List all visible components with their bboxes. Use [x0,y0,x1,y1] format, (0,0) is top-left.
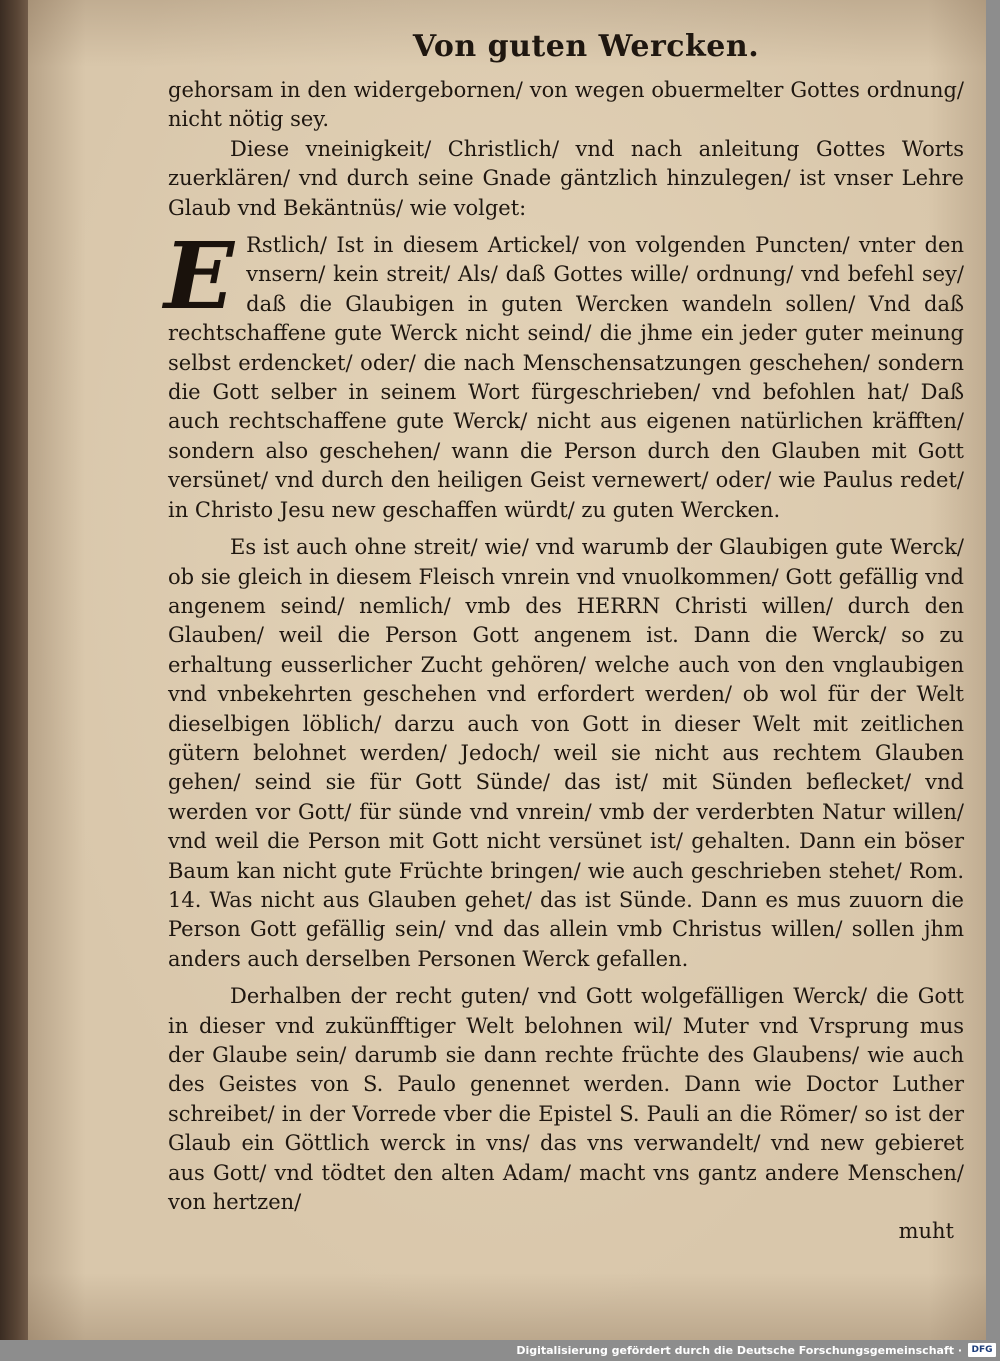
footer-bar [0,1340,1000,1361]
paragraph-second-article: Es ist auch ohne streit/ wie/ vnd warumb der Glaubigen gute Werck/ ob sie gleich in diesem Fleisch vnrein vnd vnuolkommen/ Gott gefällig vnd angenem seind/ nemlich/ vmb des HERRN Christi willen/ durch den Glauben/ weil die Person Gott angenem ist. Dann die Werck/ so zu erhaltung eusserlicher Zucht gehören/ welche auch von den vnglaubigen vnd vnbekehrten geschehen vnd erfordert werden/ ob wol für der Welt dieselbigen löblich/ darzu auch von Gott in dieser Welt mit zeitlichen gütern belohnet werden/ Jedoch/ weil sie nicht aus rechtem Glauben gehen/ seind sie für Gott Sünde/ das ist/ mit Sünden beflecket/ vnd werden vor Gott/ für sünde vnd vnrein/ vmb der verderbten Natur willen/ vnd weil die Person mit Gott nicht versünet ist/ gehalten. Dann ein böser Baum kan nicht gute Früchte bringen/ wie auch geschrieben stehet/ Rom. 14. Was nicht aus Glauben gehet/ das ist Sünde. Dann es mus zuuorn die Person Gott gefällig sein/ vnd das allein vmb Christus willen/ sollen jhm anders auch derselben Personen Werck gefallen. [168,535,964,971]
paragraph-third-article: Derhalben der recht guten/ vnd Gott wolgefälligen Werck/ die Gott in dieser vnd zukünfftiger Welt belohnen wil/ Muter vnd Vrsprung mus der Glaube sein/ darumb sie dann rechte früchte des Glaubens/ wie auch des Geistes von S. Paulo genennet werden. Dann wie Doctor Luther schreibet/ in der Vorrede vber die Epistel S. Pauli an die Römer/ so ist der Glaub ein Göttlich werck in vns/ das vns verwandelt/ vnd new gebieret aus Gott/ vnd tödtet den alten Adam/ macht vns gantz andere Menschen/ von hertzen/ [168,984,964,1215]
dfg-logo: DFG [968,1343,996,1357]
paragraph-first-article [164,222,964,525]
funding-notice: Digitalisierung gefördert durch die Deutsche Forschungsgemeinschaft · [516,1344,962,1357]
paragraph-first-article-text: Rstlich/ Ist in diesem Artickel/ von volgenden Puncten/ vnter den vnsern/ kein streit/ Als/ daß Gottes wille/ ordnung/ vnd befehl sey/ daß die Glaubigen in guten Wercken wandeln sollen/ Vnd daß rechtschaffene gute Werck nicht seind/ die jhme ein jeder guter meinung selbst erdencket/ oder/ die nach Menschensatzungen geschehen/ sondern die Gott selber in seinem Wort fürgeschrieben/ vnd befohlen hat/ Daß auch rechtschaffene gute Werck/ nicht aus eigenen natürlichen kräfften/ sondern also geschehen/ wann die Person durch den Glauben mit Gott versünet/ vnd durch den heiligen Geist vernewert/ oder/ wie Paulus redet/ in Christo Jesu new geschaffen würdt/ zu guten Wercken. [168,233,964,522]
catchword: muht [898,1219,954,1244]
decorated-initial: E [164,222,235,331]
running-head: Von guten Wercken. [412,29,760,64]
paragraph-intro: Diese vneinigkeit/ Christlich/ vnd nach anleitung Gottes Worts zuerklären/ vnd durch seine Gnade gäntzlich hinzulegen/ ist vnser Lehre Glaub vnd Bekäntnüs/ wie volget: [168,136,964,220]
page-text [164,22,964,1247]
paragraph-continuation: gehorsam in den widergebornen/ von wegen obuermelter Gottes ordnung/ nicht nötig sey. [168,78,964,132]
